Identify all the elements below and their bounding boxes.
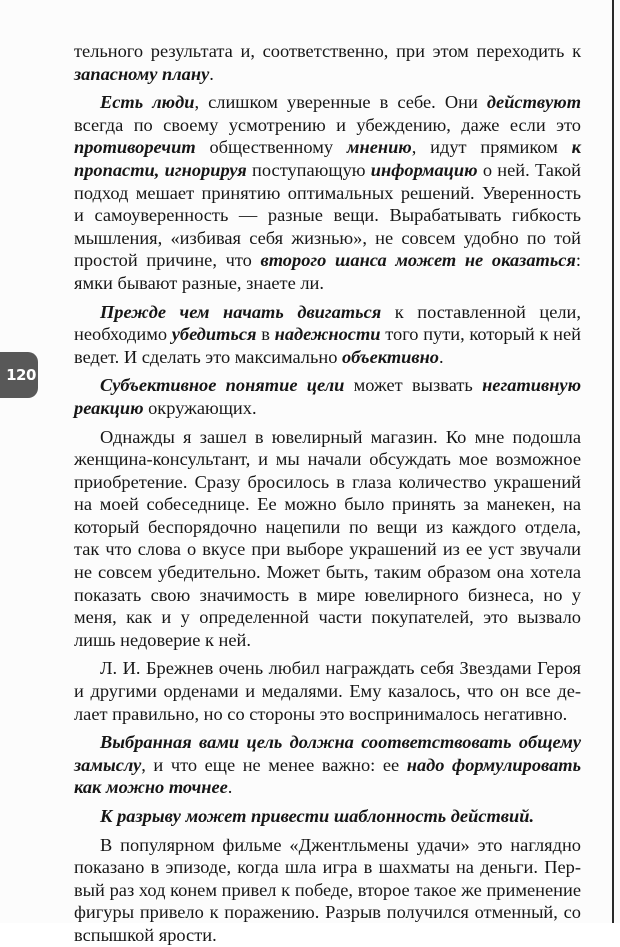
text-run: общественному — [195, 137, 347, 158]
emphasis-text: противоречит — [74, 137, 196, 158]
text-run: тельного результата и, соответственно, при этом переходить к — [74, 41, 581, 61]
text-run: окружающих. — [143, 397, 257, 418]
paragraph-1 — [74, 91, 581, 294]
paragraph-8 — [74, 834, 581, 947]
paragraph-6 — [74, 731, 581, 799]
text-run: всегда по своему усмотрению и убеждению, даже если это — [74, 114, 581, 135]
paragraph-0 — [74, 40, 581, 85]
text-run: : ямки бывают разные, знаете ли. — [74, 250, 581, 293]
text-run: в — [256, 324, 275, 345]
emphasis-text: Есть люди — [100, 92, 195, 113]
text-run: может вызвать — [344, 375, 483, 396]
emphasis-text: информацию — [370, 159, 478, 180]
emphasis-text: надо формулировать как можно точнее — [74, 754, 582, 798]
emphasis-text: К разрыву может привести шаблонность действий. — [100, 806, 535, 826]
paragraph-4 — [74, 426, 581, 652]
paragraph-7 — [74, 805, 581, 828]
emphasis-text: убедиться — [171, 324, 257, 345]
paragraph-5 — [74, 657, 581, 725]
text-run: . — [438, 346, 444, 367]
emphasis-text: мнению — [346, 137, 412, 158]
emphasis-text: действуют — [486, 92, 582, 113]
paragraph-3 — [74, 374, 581, 419]
text-run: того пути, который к ней ведет. И сделать это максимально — [74, 324, 581, 367]
text-run: В популярном фильме «Джентльмены удачи» это наглядно показано в эпизоде, когда шла игра в шахматы на деньги. Первый раз ход конем привел к победе, второе такое же применение фигуры привело к поражению. Разрыв получился отменный, со вспышкой ярости. — [74, 834, 581, 945]
emphasis-text: объективно — [341, 346, 439, 367]
page-number-tab — [0, 352, 38, 398]
page-number: 120 — [6, 366, 36, 384]
text-run: к поставленной цели, необходимо — [74, 301, 581, 345]
text-run: Л. И. Брежнев очень любил награждать себя Звездами Героя и другими орденами и медалями. Ему казалось, что он все делает правильно, но со стороны это воспринималось негативно. — [74, 658, 581, 724]
text-run: Однажды я зашел в ювелирный магазин. Ко мне подошла женщина-консультант, и мы начали обсуждать мое возможное приобретение. Сразу бросилось в глаза количество украшений на моей собеседнице. Ее можно было принять за манекен, на который беспорядочно нацепили по вещи из каждого отдела, так что слова о вкусе при выборе украшений из ее уст звучали не совсем убедительно. Может быть, таким образом она хотела показать свою значимость в мире ювелирного бизнеса, но у меня, как и у определенной части покупателей, это вызвало лишь недоверие к ней. — [74, 426, 581, 650]
text-run: , и что еще не менее важно: ее — [141, 754, 407, 775]
emphasis-text: Выбранная вами цель должна соответствовать общему замыслу — [74, 732, 581, 775]
text-run: поступающую — [246, 159, 371, 180]
text-run: , слишком уверенные в себе. Они — [194, 92, 487, 113]
emphasis-text: Прежде чем начать двигаться — [100, 301, 382, 322]
body-text — [74, 40, 581, 947]
emphasis-text: второго шанса может не оказаться — [260, 250, 576, 271]
text-run: . — [227, 777, 233, 798]
emphasis-text: негативную реакцию — [74, 375, 581, 418]
emphasis-text: надежности — [274, 324, 381, 345]
text-run: . — [209, 63, 214, 84]
emphasis-text: к пропасти, игнорируя — [74, 137, 581, 180]
paragraph-2 — [74, 301, 581, 369]
text-run: о ней. Такой подход мешает принятию оптимальных решений. Уверенность и самоуверенность — разные вещи. Вырабатывать гибкость мышления, «избивая себя жизнью», не совсем удобно по той простой причине, что — [74, 159, 581, 271]
page-edge-line — [612, 0, 614, 923]
emphasis-text: Субъективное понятие цели — [100, 375, 345, 396]
text-run: , идут прямиком — [411, 137, 572, 158]
emphasis-text: запасному плану — [74, 63, 210, 84]
